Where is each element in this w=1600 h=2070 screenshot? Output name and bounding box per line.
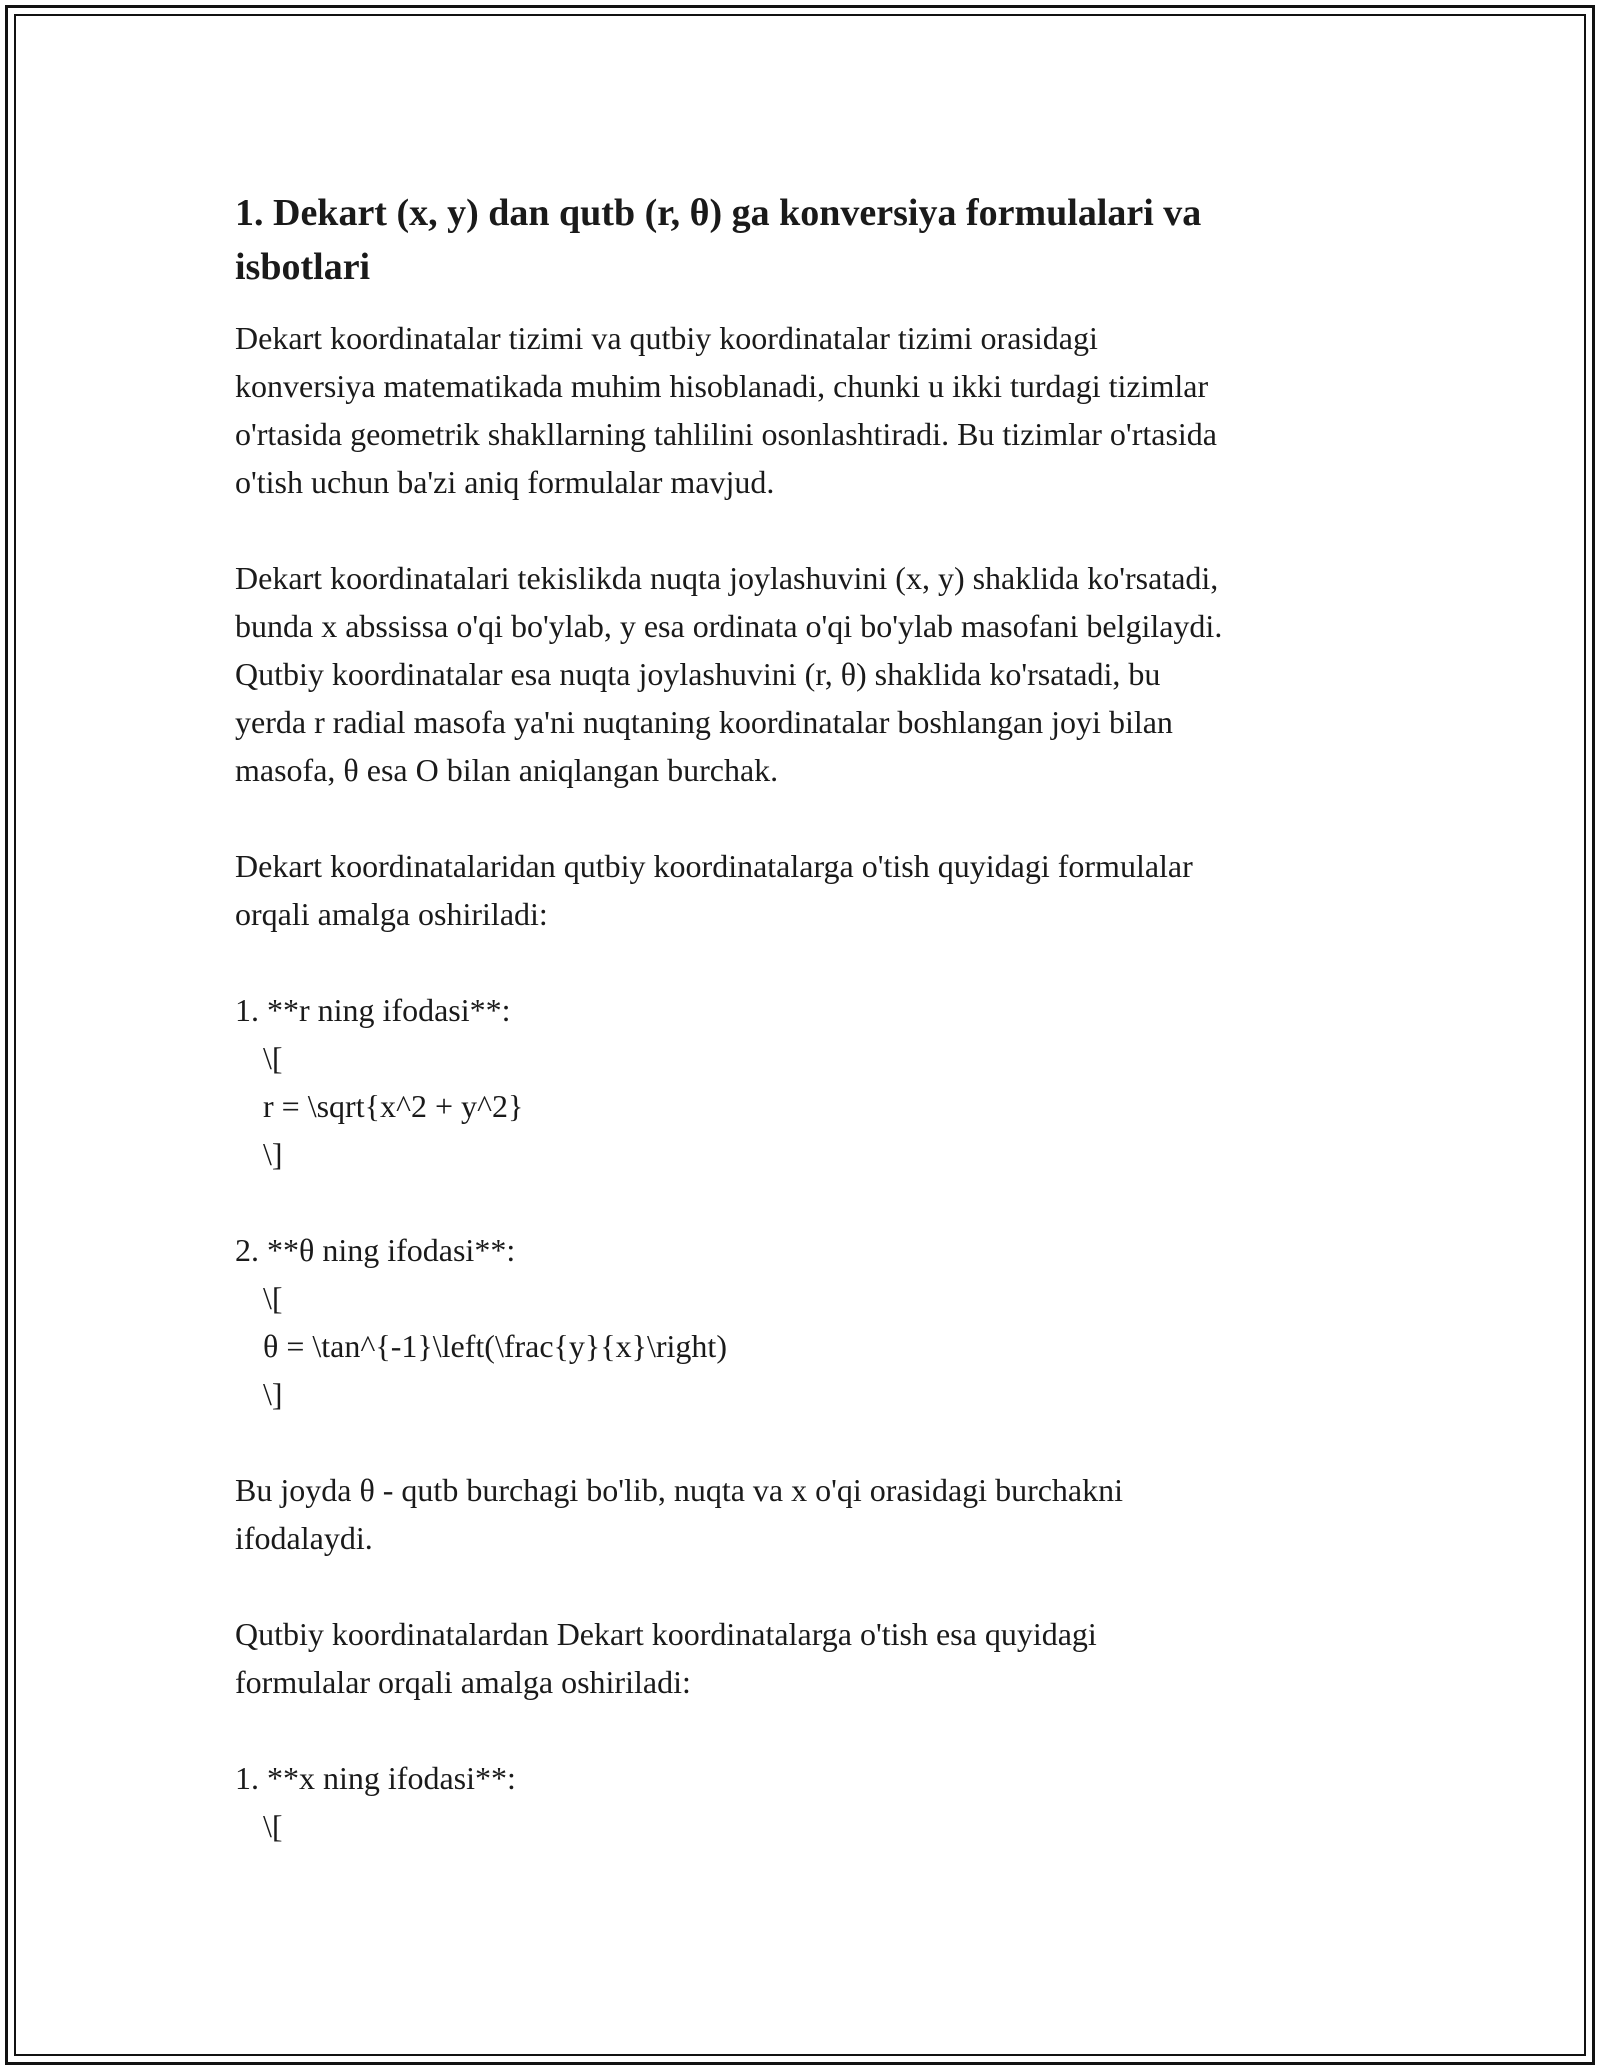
text-line: bunda x abssissa o'qi bo'ylab, y esa ordinata o'qi bo'ylab masofani belgilaydi. bbox=[235, 608, 1223, 644]
section-heading bbox=[235, 186, 1355, 294]
text-line: Dekart koordinatalari tekislikda nuqta joylashuvini (x, y) shaklida ko'rsatadi, bbox=[235, 560, 1219, 596]
heading-line: 1. Dekart (x, y) dan qutb (r, θ) ga konversiya formulalari va bbox=[235, 192, 1202, 234]
text-line: Qutbiy koordinatalardan Dekart koordinatalarga o'tish esa quyidagi bbox=[235, 1616, 1097, 1652]
formula-label: 1. **r ning ifodasi**: bbox=[235, 992, 511, 1028]
formula-open: \[ bbox=[263, 1808, 283, 1844]
text-line: Bu joyda θ - qutb burchagi bo'lib, nuqta va x o'qi orasidagi burchakni bbox=[235, 1472, 1124, 1508]
formula-expression: r = \sqrt{x^2 + y^2} bbox=[263, 1088, 524, 1124]
text-line: orqali amalga oshiriladi: bbox=[235, 896, 548, 932]
formula-close: \] bbox=[263, 1136, 283, 1172]
text-line: konversiya matematikada muhim hisoblanadi, chunki u ikki turdagi tizimlar bbox=[235, 368, 1209, 404]
text-line: Dekart koordinatalaridan qutbiy koordinatalarga o'tish quyidagi formulalar bbox=[235, 848, 1193, 884]
reverse-conversion-paragraph bbox=[235, 1610, 1375, 1706]
formula-label: 1. **x ning ifodasi**: bbox=[235, 1760, 516, 1796]
document-body bbox=[235, 186, 1375, 1898]
intro-paragraph bbox=[235, 314, 1375, 506]
text-line: Dekart koordinatalar tizimi va qutbiy koordinatalar tizimi orasidagi bbox=[235, 320, 1098, 356]
formula-x-block bbox=[235, 1754, 1375, 1850]
formula-expression: θ = \tan^{-1}\left(\frac{y}{x}\right) bbox=[263, 1328, 727, 1364]
conversion-intro-paragraph bbox=[235, 842, 1375, 938]
text-line: o'tish uchun ba'zi aniq formulalar mavjud. bbox=[235, 464, 775, 500]
formula-r-block bbox=[235, 986, 1375, 1178]
text-line: o'rtasida geometrik shakllarning tahlilini osonlashtiradi. Bu tizimlar o'rtasida bbox=[235, 416, 1217, 452]
text-line: ifodalaydi. bbox=[235, 1520, 373, 1556]
text-line: masofa, θ esa O bilan aniqlangan burchak. bbox=[235, 752, 779, 788]
formula-open: \[ bbox=[263, 1280, 283, 1316]
text-line: Qutbiy koordinatalar esa nuqta joylashuvini (r, θ) shaklida ko'rsatadi, bu bbox=[235, 656, 1161, 692]
theta-explanation-paragraph bbox=[235, 1466, 1375, 1562]
text-line: formulalar orqali amalga oshiriladi: bbox=[235, 1664, 691, 1700]
formula-open: \[ bbox=[263, 1040, 283, 1076]
formula-close: \] bbox=[263, 1376, 283, 1412]
text-line: yerda r radial masofa ya'ni nuqtaning koordinatalar boshlangan joyi bilan bbox=[235, 704, 1173, 740]
formula-label: 2. **θ ning ifodasi**: bbox=[235, 1232, 516, 1268]
formula-theta-block bbox=[235, 1226, 1375, 1418]
coordinates-paragraph bbox=[235, 554, 1375, 794]
heading-line: isbotlari bbox=[235, 246, 371, 288]
